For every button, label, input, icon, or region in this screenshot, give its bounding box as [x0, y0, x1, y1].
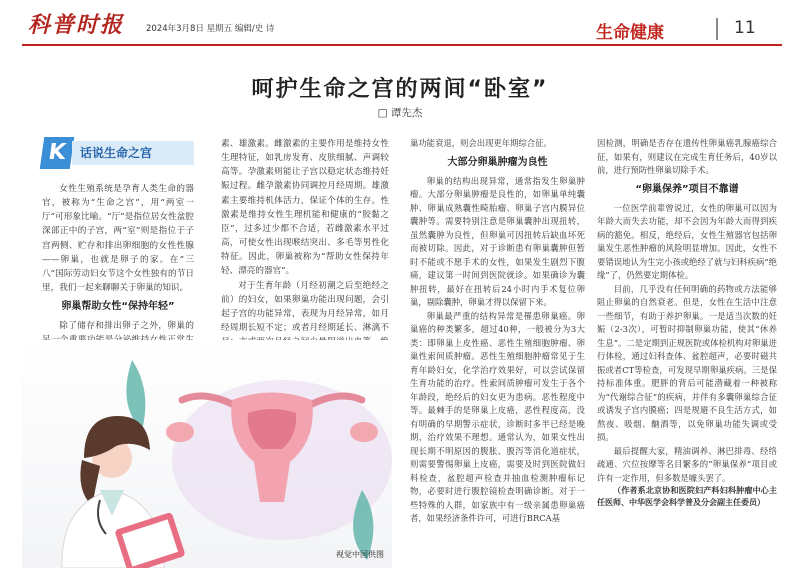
section-title: 生命健康: [596, 23, 664, 43]
article-title: 呵护生命之宫的两间“卧室”: [251, 77, 549, 102]
text-column-1: [42, 182, 194, 362]
subheading: 卵巢帮助女性“保持年轻”: [61, 301, 175, 313]
paragraph: 女性生殖系统是孕育人类生命的器官，被称为“生命之宫”，用“两室一厅”可形象比喻。“厅”是指位居女性盆腔深部正中的子宫，两“室”则是指位于子宫两侧、贮存和排出卵细胞的女性性腺——卵巢，也就是卵子的家。在“三八”国际劳动妇女节这个女性独有的节日里，我们一起来聊聊关于卵巢的知识。: [42, 184, 194, 294]
subheading: 大部分卵巢肿瘤为良性: [447, 156, 548, 168]
paragraph: 除了储存和排出卵子之外，卵巢的: [59, 321, 194, 332]
subheading: “卵巢保养”项目不靠谱: [635, 183, 739, 195]
doctor-illustration: [22, 340, 392, 568]
text-column-2: [221, 137, 389, 364]
author-credit: （作者系北京协和医院妇产科妇科肿瘤中心主任医师、中华医学会科学普及分会副主任委员）: [597, 486, 777, 507]
date-line: 2024年3月8日 星期五 编辑/史 诗: [146, 24, 275, 34]
paragraph: 巢功能衰退，则会出现更年期综合征。: [410, 138, 552, 148]
page-header: [0, 0, 800, 46]
newspaper-logo: 科普时报: [28, 12, 125, 38]
paragraph: 对于生育年龄（月经初潮之后至绝经之前）的妇女，如果卵巢功能出现问题，会引起子宫的功能异常，表现为月经异常，如月经周期长短不定；或者月经期延长、淋漓不: [221, 280, 389, 334]
article-author: □ 谭先杰: [377, 107, 423, 119]
text-column-3: [410, 137, 585, 526]
column-badge: [42, 137, 194, 169]
paragraph: 最后提醒大家，精油调养、淋巴排毒、经络疏通、穴位按摩等名目繁多的“卵巢保养”项目或许有一定作用，但多数是噱头罢了。: [597, 445, 777, 483]
header-divider: [716, 18, 718, 40]
paragraph: 素、雄激素。雌激素的主要作用是维持女性生理特征，如乳房发育、皮肤细腻、声调较高等。孕激素则能让子宫以稳定状态维持妊娠过程。雌孕激素协同调控月经周期。雄激素主要维持机体活力，保证个体的生存。性激素是维持女性生理机能和健康的“胶黏之臣”，过多过少都不合适，若雌激素水平过高，可使女性出现喉结突出、多毛等男性化特征。因此，卵巢被称为“帮助女性保持年轻、漂亮的器官”。: [221, 139, 389, 277]
page-number: 11: [734, 18, 756, 38]
badge-text: 话说生命之宫: [72, 141, 194, 165]
paragraph: 目前，几乎没有任何明确的药物或方法能够阻止卵巢的自然衰老。但是，女性在生活中注意一些细节，有助于养护卵巢。一是适当次数的妊娠（2-3次），可暂时抑制卵巢功能，使其“休养生息”。二是定期到正规医院或体检机构对卵巢进行体检，通过妇科查体、盆腔超声，必要时磁共振或者CT等检查，可发现早期卵巢疾病。三是保持标准体重。肥胖的背后可能潜藏着一种被称为“代谢综合征”的疾病，并伴有多囊卵巢综合征或诱发子宫内膜癌；四是规避不良生活方式，如熬夜、吸烟、酗酒等，以免卵巢功能失调或受损。: [597, 283, 777, 442]
paragraph: 因检测，明确是否存在遗传性卵巢癌乳腺癌综合征，如果有，则建议在完成生育任务后，40岁以前，进行预防性卵巢切除手术。: [597, 138, 777, 175]
image-caption: 视觉中国供图: [336, 550, 384, 559]
paragraph: 卵巢的结构出现异常，通常指发生卵巢肿瘤。大部分卵巢肿瘤是良性的，如卵巢单纯囊肿、卵巢成熟囊性畸胎瘤、卵巢子宫内膜异位囊肿等。需要特别注意是卵巢囊肿出现扭转，虽然囊肿为良性，但卵巢可因扭转后缺血坏死而被切除。因此，对于诊断患有卵巢囊肿但暂时不能或不愿手术的女性，如果发生剧烈下腹痛，建议第一时间到医院就诊。如果确诊为囊肿扭转，最好在扭转后24小时内手术复位卵巢，剔除囊肿，卵巢才得以保留下来。: [410, 175, 585, 307]
paragraph: 卵巢最严重的结构异常是罹患卵巢癌。卵巢癌的种类繁多，超过40种，一般被分为3大类：即卵巢上皮性癌、恶性生殖细胞肿瘤、卵巢性索间质肿瘤。恶性生殖细胞肿瘤常见于生育年龄妇女，化学治疗效果好，可以尝试保留生育功能的治疗。性索间质肿瘤可发生于各个年龄段，绝经后的妇女更为患病。恶性程度中等。最棘手的是卵巢上皮癌，恶性程度高，没有明确的早期警示症状，诊断时多半已经是晚期，治疗效果不理想。通常认为，如果女性出现长期不明原因的腹胀、腹泻等消化道症状，则需要警惕卵巢上皮癌，需要及时到医院做妇科检查，盆腔超声检查并抽血检测肿瘤标记物，必要时进行腹腔镜检查明确诊断。对于一些特殊的人群，如家族中有一级亲属患卵巢癌者，如果经济条件许可，可进行BRCA基: [410, 310, 585, 523]
text-column-4: [597, 137, 777, 509]
header-rule: [22, 44, 782, 46]
paragraph: 一位医学前辈曾说过，女性的卵巢可以因为年龄大而失去功能，却不会因为年龄大而得到疾病的豁免。相反，绝经后，女性生殖器官包括卵巢发生恶性肿瘤的风险明显增加。因此，女性不要错误地认为生完小孩或绝经了就与妇科疾病“绝缘”了，仍然要定期体检。: [597, 202, 777, 280]
badge-letter: K: [40, 137, 74, 169]
uterus-illustration-icon: [22, 340, 392, 568]
